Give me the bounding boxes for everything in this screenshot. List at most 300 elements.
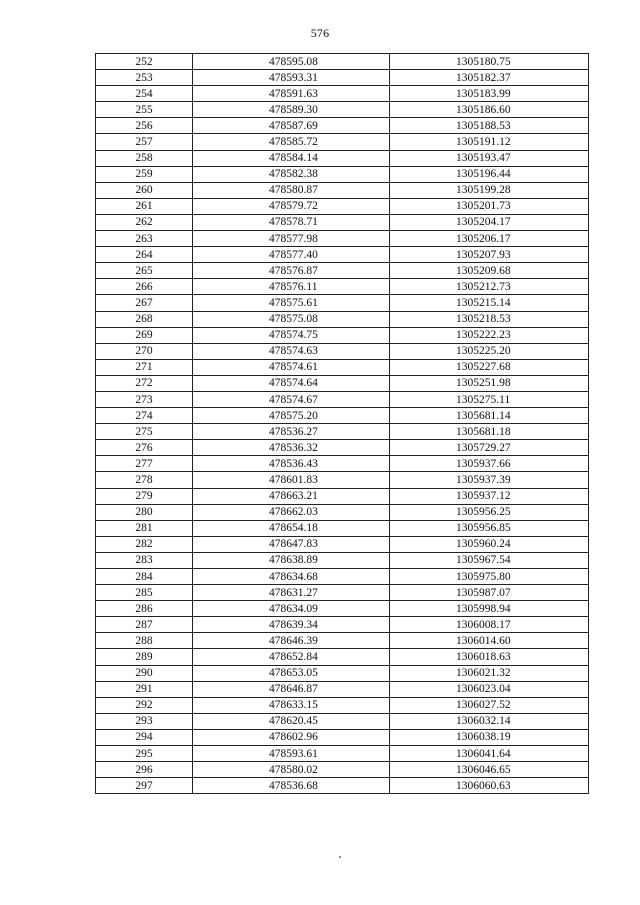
table-row <box>96 488 589 504</box>
y-coordinate-value: 1305186.60 <box>456 103 511 116</box>
point-id-value: 282 <box>135 538 153 551</box>
x-coordinate-cell <box>193 375 390 391</box>
x-coordinate-cell <box>193 681 390 697</box>
table-row <box>96 86 589 102</box>
y-coordinate-cell <box>390 295 589 311</box>
x-coordinate-value: 478536.32 <box>269 441 318 454</box>
y-coordinate-cell <box>390 102 589 118</box>
y-coordinate-cell <box>390 681 589 697</box>
x-coordinate-value: 478652.84 <box>269 651 318 664</box>
x-coordinate-cell <box>193 472 390 488</box>
table-row <box>96 665 589 681</box>
y-coordinate-cell <box>390 488 589 504</box>
point-id-cell <box>96 520 193 536</box>
x-coordinate-value: 478638.89 <box>269 554 318 567</box>
table-row <box>96 70 589 86</box>
table-row <box>96 456 589 472</box>
y-coordinate-value: 1305204.17 <box>456 216 511 229</box>
table-row <box>96 585 589 601</box>
y-coordinate-value: 1306038.19 <box>456 731 511 744</box>
y-coordinate-value: 1305960.24 <box>456 538 511 551</box>
point-id-cell <box>96 231 193 247</box>
point-id-cell <box>96 134 193 150</box>
x-coordinate-cell <box>193 713 390 729</box>
y-coordinate-cell <box>390 134 589 150</box>
x-coordinate-value: 478577.40 <box>269 248 318 261</box>
point-id-value: 280 <box>135 506 153 519</box>
point-id-cell <box>96 601 193 617</box>
x-coordinate-value: 478593.31 <box>269 71 318 84</box>
point-id-cell <box>96 681 193 697</box>
point-id-value: 278 <box>135 473 153 486</box>
point-id-value: 297 <box>135 779 153 792</box>
y-coordinate-value: 1306018.63 <box>456 651 511 664</box>
y-coordinate-cell <box>390 198 589 214</box>
table-row <box>96 633 589 649</box>
x-coordinate-cell <box>193 343 390 359</box>
x-coordinate-value: 478631.27 <box>269 586 318 599</box>
x-coordinate-cell <box>193 601 390 617</box>
y-coordinate-value: 1305183.99 <box>456 87 511 100</box>
x-coordinate-value: 478578.71 <box>269 216 318 229</box>
point-id-value: 256 <box>135 119 153 132</box>
table-row <box>96 746 589 762</box>
point-id-cell <box>96 569 193 585</box>
x-coordinate-cell <box>193 327 390 343</box>
point-id-value: 295 <box>135 747 153 760</box>
x-coordinate-value: 478662.03 <box>269 506 318 519</box>
x-coordinate-cell <box>193 729 390 745</box>
x-coordinate-cell <box>193 166 390 182</box>
point-id-value: 267 <box>135 296 153 309</box>
x-coordinate-value: 478575.61 <box>269 296 318 309</box>
point-id-cell <box>96 70 193 86</box>
point-id-cell <box>96 762 193 778</box>
y-coordinate-value: 1306041.64 <box>456 747 511 760</box>
point-id-cell <box>96 408 193 424</box>
table-row <box>96 327 589 343</box>
point-id-value: 293 <box>135 715 153 728</box>
point-id-cell <box>96 665 193 681</box>
coordinate-table <box>95 53 589 794</box>
point-id-cell <box>96 778 193 794</box>
point-id-cell <box>96 440 193 456</box>
y-coordinate-cell <box>390 569 589 585</box>
point-id-value: 285 <box>135 586 153 599</box>
table-row <box>96 359 589 375</box>
x-coordinate-cell <box>193 440 390 456</box>
point-id-cell <box>96 552 193 568</box>
x-coordinate-value: 478574.75 <box>269 329 318 342</box>
y-coordinate-cell <box>390 70 589 86</box>
table-row <box>96 681 589 697</box>
point-id-value: 254 <box>135 87 153 100</box>
point-id-value: 262 <box>135 216 153 229</box>
table-row <box>96 729 589 745</box>
point-id-value: 279 <box>135 490 153 503</box>
point-id-value: 292 <box>135 699 153 712</box>
table-row <box>96 649 589 665</box>
y-coordinate-value: 1306046.65 <box>456 763 511 776</box>
point-id-value: 261 <box>135 200 153 213</box>
point-id-cell <box>96 279 193 295</box>
point-id-cell <box>96 182 193 198</box>
point-id-value: 277 <box>135 457 153 470</box>
point-id-cell <box>96 585 193 601</box>
y-coordinate-value: 1305201.73 <box>456 200 511 213</box>
table-row <box>96 552 589 568</box>
table-row <box>96 343 589 359</box>
x-coordinate-value: 478634.09 <box>269 602 318 615</box>
x-coordinate-cell <box>193 86 390 102</box>
page-number: 576 <box>310 26 330 40</box>
table-row <box>96 520 589 536</box>
point-id-cell <box>96 295 193 311</box>
table-row <box>96 54 589 70</box>
x-coordinate-value: 478536.43 <box>269 457 318 470</box>
point-id-cell <box>96 214 193 230</box>
point-id-cell <box>96 359 193 375</box>
x-coordinate-cell <box>193 359 390 375</box>
point-id-value: 260 <box>135 184 153 197</box>
x-coordinate-value: 478601.83 <box>269 473 318 486</box>
y-coordinate-cell <box>390 713 589 729</box>
point-id-cell <box>96 424 193 440</box>
table-row <box>96 295 589 311</box>
x-coordinate-cell <box>193 70 390 86</box>
y-coordinate-cell <box>390 456 589 472</box>
point-id-value: 268 <box>135 313 153 326</box>
point-id-value: 284 <box>135 570 153 583</box>
y-coordinate-cell <box>390 247 589 263</box>
y-coordinate-cell <box>390 86 589 102</box>
point-id-cell <box>96 729 193 745</box>
point-id-cell <box>96 327 193 343</box>
x-coordinate-cell <box>193 295 390 311</box>
table-row <box>96 375 589 391</box>
x-coordinate-value: 478580.02 <box>269 763 318 776</box>
x-coordinate-cell <box>193 649 390 665</box>
x-coordinate-cell <box>193 665 390 681</box>
table-row <box>96 279 589 295</box>
point-id-cell <box>96 488 193 504</box>
table-row <box>96 504 589 520</box>
y-coordinate-value: 1305729.27 <box>456 441 511 454</box>
point-id-cell <box>96 118 193 134</box>
scan-speck <box>339 856 341 858</box>
y-coordinate-value: 1305215.14 <box>456 296 511 309</box>
point-id-value: 266 <box>135 280 153 293</box>
x-coordinate-cell <box>193 762 390 778</box>
point-id-cell <box>96 343 193 359</box>
table-row <box>96 134 589 150</box>
point-id-cell <box>96 166 193 182</box>
x-coordinate-cell <box>193 231 390 247</box>
table-row <box>96 214 589 230</box>
y-coordinate-value: 1306021.32 <box>456 667 511 680</box>
x-coordinate-cell <box>193 247 390 263</box>
x-coordinate-value: 478634.68 <box>269 570 318 583</box>
y-coordinate-cell <box>390 263 589 279</box>
y-coordinate-value: 1305196.44 <box>456 168 511 181</box>
y-coordinate-cell <box>390 424 589 440</box>
x-coordinate-cell <box>193 134 390 150</box>
point-id-cell <box>96 697 193 713</box>
table-row <box>96 569 589 585</box>
table-row <box>96 601 589 617</box>
x-coordinate-value: 478647.83 <box>269 538 318 551</box>
y-coordinate-value: 1305225.20 <box>456 345 511 358</box>
y-coordinate-cell <box>390 633 589 649</box>
point-id-cell <box>96 649 193 665</box>
x-coordinate-value: 478574.67 <box>269 393 318 406</box>
point-id-cell <box>96 713 193 729</box>
point-id-value: 286 <box>135 602 153 615</box>
point-id-value: 273 <box>135 393 153 406</box>
x-coordinate-value: 478639.34 <box>269 618 318 631</box>
point-id-cell <box>96 391 193 407</box>
x-coordinate-value: 478576.87 <box>269 264 318 277</box>
y-coordinate-cell <box>390 408 589 424</box>
table-row <box>96 697 589 713</box>
point-id-cell <box>96 472 193 488</box>
x-coordinate-cell <box>193 536 390 552</box>
x-coordinate-value: 478589.30 <box>269 103 318 116</box>
x-coordinate-cell <box>193 182 390 198</box>
point-id-value: 265 <box>135 264 153 277</box>
x-coordinate-value: 478633.15 <box>269 699 318 712</box>
y-coordinate-value: 1306060.63 <box>456 779 511 792</box>
point-id-value: 291 <box>135 683 153 696</box>
table-row <box>96 617 589 633</box>
point-id-cell <box>96 102 193 118</box>
x-coordinate-value: 478577.98 <box>269 232 318 245</box>
table-row <box>96 231 589 247</box>
y-coordinate-value: 1305937.12 <box>456 490 511 503</box>
x-coordinate-cell <box>193 585 390 601</box>
point-id-cell <box>96 746 193 762</box>
table-row <box>96 713 589 729</box>
point-id-value: 290 <box>135 667 153 680</box>
table-row <box>96 424 589 440</box>
x-coordinate-value: 478582.38 <box>269 168 318 181</box>
point-id-value: 288 <box>135 634 153 647</box>
x-coordinate-cell <box>193 198 390 214</box>
point-id-value: 257 <box>135 136 153 149</box>
point-id-value: 276 <box>135 441 153 454</box>
y-coordinate-value: 1305218.53 <box>456 313 511 326</box>
point-id-cell <box>96 617 193 633</box>
x-coordinate-cell <box>193 391 390 407</box>
y-coordinate-value: 1305212.73 <box>456 280 511 293</box>
x-coordinate-value: 478591.63 <box>269 87 318 100</box>
point-id-value: 252 <box>135 55 153 68</box>
x-coordinate-cell <box>193 697 390 713</box>
y-coordinate-value: 1306032.14 <box>456 715 511 728</box>
x-coordinate-value: 478580.87 <box>269 184 318 197</box>
coordinate-table-body <box>96 54 589 794</box>
x-coordinate-value: 478653.05 <box>269 667 318 680</box>
x-coordinate-value: 478646.87 <box>269 683 318 696</box>
x-coordinate-cell <box>193 279 390 295</box>
x-coordinate-value: 478574.63 <box>269 345 318 358</box>
x-coordinate-cell <box>193 118 390 134</box>
x-coordinate-cell <box>193 746 390 762</box>
table-row <box>96 536 589 552</box>
y-coordinate-cell <box>390 214 589 230</box>
x-coordinate-cell <box>193 569 390 585</box>
point-id-value: 272 <box>135 377 153 390</box>
y-coordinate-cell <box>390 279 589 295</box>
y-coordinate-value: 1305206.17 <box>456 232 511 245</box>
x-coordinate-cell <box>193 617 390 633</box>
x-coordinate-cell <box>193 504 390 520</box>
point-id-value: 274 <box>135 409 153 422</box>
x-coordinate-cell <box>193 150 390 166</box>
point-id-cell <box>96 311 193 327</box>
table-row <box>96 391 589 407</box>
x-coordinate-cell <box>193 54 390 70</box>
y-coordinate-cell <box>390 375 589 391</box>
x-coordinate-cell <box>193 102 390 118</box>
y-coordinate-value: 1305956.85 <box>456 522 511 535</box>
y-coordinate-cell <box>390 520 589 536</box>
point-id-cell <box>96 456 193 472</box>
y-coordinate-value: 1305193.47 <box>456 152 511 165</box>
point-id-value: 263 <box>135 232 153 245</box>
y-coordinate-cell <box>390 504 589 520</box>
y-coordinate-cell <box>390 343 589 359</box>
y-coordinate-value: 1305967.54 <box>456 554 511 567</box>
table-row <box>96 762 589 778</box>
y-coordinate-cell <box>390 311 589 327</box>
point-id-value: 258 <box>135 152 153 165</box>
y-coordinate-cell <box>390 182 589 198</box>
y-coordinate-cell <box>390 327 589 343</box>
y-coordinate-cell <box>390 166 589 182</box>
y-coordinate-value: 1305975.80 <box>456 570 511 583</box>
x-coordinate-cell <box>193 633 390 649</box>
y-coordinate-cell <box>390 746 589 762</box>
table-row <box>96 182 589 198</box>
x-coordinate-cell <box>193 488 390 504</box>
point-id-value: 269 <box>135 329 153 342</box>
point-id-value: 296 <box>135 763 153 776</box>
y-coordinate-value: 1305209.68 <box>456 264 511 277</box>
point-id-value: 281 <box>135 522 153 535</box>
table-row <box>96 118 589 134</box>
point-id-cell <box>96 54 193 70</box>
table-row <box>96 150 589 166</box>
x-coordinate-value: 478536.68 <box>269 779 318 792</box>
y-coordinate-value: 1306023.04 <box>456 683 511 696</box>
y-coordinate-cell <box>390 585 589 601</box>
y-coordinate-cell <box>390 552 589 568</box>
point-id-value: 294 <box>135 731 153 744</box>
point-id-value: 275 <box>135 425 153 438</box>
x-coordinate-value: 478575.20 <box>269 409 318 422</box>
table-row <box>96 311 589 327</box>
y-coordinate-value: 1305681.18 <box>456 425 511 438</box>
y-coordinate-value: 1305937.39 <box>456 473 511 486</box>
y-coordinate-value: 1305199.28 <box>456 184 511 197</box>
y-coordinate-cell <box>390 649 589 665</box>
x-coordinate-value: 478574.64 <box>269 377 318 390</box>
y-coordinate-value: 1305251.98 <box>456 377 511 390</box>
x-coordinate-value: 478593.61 <box>269 747 318 760</box>
table-row <box>96 472 589 488</box>
y-coordinate-cell <box>390 359 589 375</box>
x-coordinate-value: 478574.61 <box>269 361 318 374</box>
y-coordinate-value: 1306027.52 <box>456 699 511 712</box>
y-coordinate-value: 1306008.17 <box>456 618 511 631</box>
x-coordinate-value: 478587.69 <box>269 119 318 132</box>
x-coordinate-cell <box>193 214 390 230</box>
point-id-value: 255 <box>135 103 153 116</box>
y-coordinate-value: 1305275.11 <box>456 393 511 406</box>
x-coordinate-cell <box>193 263 390 279</box>
y-coordinate-value: 1305180.75 <box>456 55 511 68</box>
point-id-cell <box>96 375 193 391</box>
y-coordinate-cell <box>390 54 589 70</box>
x-coordinate-cell <box>193 408 390 424</box>
x-coordinate-value: 478536.27 <box>269 425 318 438</box>
y-coordinate-cell <box>390 440 589 456</box>
x-coordinate-value: 478646.39 <box>269 634 318 647</box>
y-coordinate-value: 1305681.14 <box>456 409 511 422</box>
point-id-cell <box>96 536 193 552</box>
x-coordinate-cell <box>193 311 390 327</box>
point-id-value: 271 <box>135 361 153 374</box>
point-id-cell <box>96 247 193 263</box>
point-id-value: 253 <box>135 71 153 84</box>
y-coordinate-cell <box>390 762 589 778</box>
x-coordinate-value: 478595.08 <box>269 55 318 68</box>
y-coordinate-cell <box>390 601 589 617</box>
y-coordinate-cell <box>390 118 589 134</box>
x-coordinate-value: 478585.72 <box>269 136 318 149</box>
point-id-cell <box>96 86 193 102</box>
y-coordinate-cell <box>390 231 589 247</box>
y-coordinate-cell <box>390 150 589 166</box>
x-coordinate-value: 478584.14 <box>269 152 318 165</box>
x-coordinate-value: 478576.11 <box>269 280 318 293</box>
x-coordinate-value: 478579.72 <box>269 200 318 213</box>
y-coordinate-value: 1305998.94 <box>456 602 511 615</box>
y-coordinate-value: 1305937.66 <box>456 457 511 470</box>
y-coordinate-cell <box>390 697 589 713</box>
x-coordinate-value: 478663.21 <box>269 490 318 503</box>
x-coordinate-cell <box>193 552 390 568</box>
y-coordinate-cell <box>390 617 589 633</box>
point-id-cell <box>96 633 193 649</box>
y-coordinate-cell <box>390 778 589 794</box>
y-coordinate-value: 1305182.37 <box>456 71 511 84</box>
y-coordinate-cell <box>390 536 589 552</box>
x-coordinate-cell <box>193 456 390 472</box>
point-id-value: 289 <box>135 651 153 664</box>
y-coordinate-cell <box>390 665 589 681</box>
y-coordinate-value: 1305987.07 <box>456 586 511 599</box>
table-row <box>96 263 589 279</box>
table-row <box>96 102 589 118</box>
point-id-cell <box>96 263 193 279</box>
x-coordinate-value: 478654.18 <box>269 522 318 535</box>
point-id-cell <box>96 198 193 214</box>
point-id-value: 283 <box>135 554 153 567</box>
point-id-value: 287 <box>135 618 153 631</box>
x-coordinate-cell <box>193 424 390 440</box>
